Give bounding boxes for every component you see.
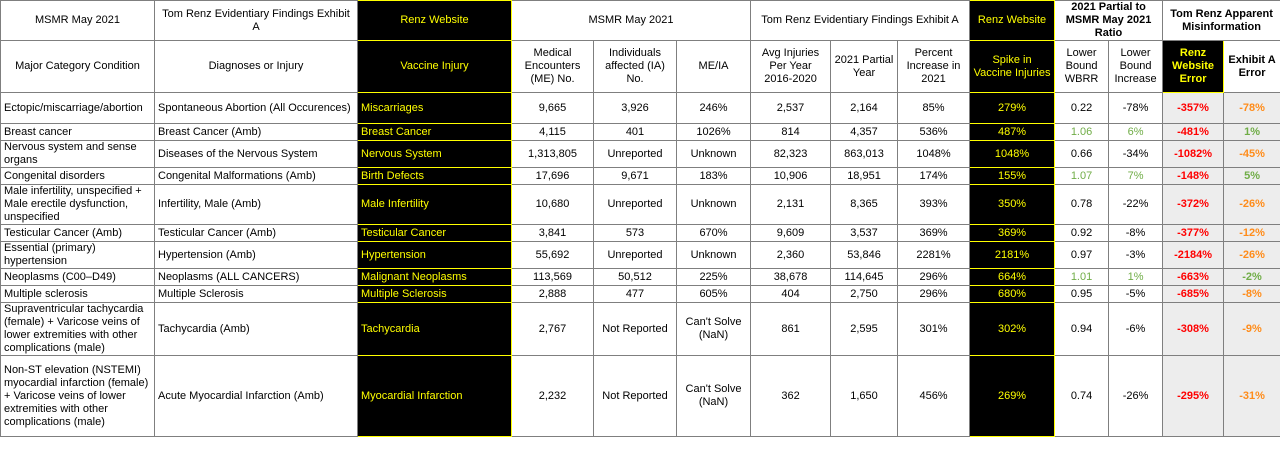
cell-vaccine-injury: Multiple Sclerosis xyxy=(358,286,512,303)
cell-exhibit-a-error: -9% xyxy=(1224,303,1280,356)
cell-2021-partial: 18,951 xyxy=(831,168,898,185)
cell-lower-bound-wbrr: 0.97 xyxy=(1055,242,1109,269)
cell-avg-injuries: 38,678 xyxy=(751,269,831,286)
cell-lower-bound-increase: -3% xyxy=(1109,242,1163,269)
cell-spike: 487% xyxy=(970,124,1055,141)
cell-lower-bound-wbrr: 0.74 xyxy=(1055,356,1109,437)
cell-2021-partial: 114,645 xyxy=(831,269,898,286)
cell-avg-injuries: 814 xyxy=(751,124,831,141)
cell-individuals-affected: 573 xyxy=(594,225,677,242)
cell-vaccine-injury: Myocardial Infarction xyxy=(358,356,512,437)
cell-individuals-affected: 50,512 xyxy=(594,269,677,286)
cell-me-ia: Unknown xyxy=(677,242,751,269)
cell-lower-bound-wbrr: 1.07 xyxy=(1055,168,1109,185)
cell-avg-injuries: 861 xyxy=(751,303,831,356)
cell-diagnoses: Hypertension (Amb) xyxy=(155,242,358,269)
cell-renz-website-error: -481% xyxy=(1163,124,1224,141)
table-row xyxy=(1,242,1280,269)
table-row xyxy=(1,124,1280,141)
cell-lower-bound-wbrr: 0.94 xyxy=(1055,303,1109,356)
table-row xyxy=(1,93,1280,124)
table-row xyxy=(1,286,1280,303)
cell-individuals-affected: Not Reported xyxy=(594,356,677,437)
cell-major-category: Non-ST elevation (NSTEMI) myocardial infarction (female) + Varicose veins of lower extremities with other complications (male) xyxy=(1,356,155,437)
cell-vaccine-injury: Birth Defects xyxy=(358,168,512,185)
cell-diagnoses: Neoplasms (ALL CANCERS) xyxy=(155,269,358,286)
cell-avg-injuries: 2,537 xyxy=(751,93,831,124)
table-row xyxy=(1,303,1280,356)
header-renz-website-1: Renz Website xyxy=(358,1,512,41)
cell-vaccine-injury: Testicular Cancer xyxy=(358,225,512,242)
cell-renz-website-error: -685% xyxy=(1163,286,1224,303)
cell-medical-encounters: 2,767 xyxy=(512,303,594,356)
col-avg-injuries: Avg Injuries Per Year 2016-2020 xyxy=(751,41,831,93)
cell-pct-increase: 296% xyxy=(898,286,970,303)
cell-lower-bound-wbrr: 0.95 xyxy=(1055,286,1109,303)
cell-medical-encounters: 55,692 xyxy=(512,242,594,269)
cell-exhibit-a-error: 5% xyxy=(1224,168,1280,185)
cell-pct-increase: 296% xyxy=(898,269,970,286)
cell-major-category: Essential (primary) hypertension xyxy=(1,242,155,269)
cell-spike: 664% xyxy=(970,269,1055,286)
cell-2021-partial: 2,595 xyxy=(831,303,898,356)
table-row xyxy=(1,141,1280,168)
col-spike: Spike in Vaccine Injuries xyxy=(970,41,1055,93)
cell-individuals-affected: 9,671 xyxy=(594,168,677,185)
cell-renz-website-error: -372% xyxy=(1163,185,1224,225)
cell-renz-website-error: -1082% xyxy=(1163,141,1224,168)
cell-lower-bound-increase: -5% xyxy=(1109,286,1163,303)
cell-lower-bound-wbrr: 1.01 xyxy=(1055,269,1109,286)
cell-spike: 269% xyxy=(970,356,1055,437)
table-row xyxy=(1,168,1280,185)
cell-major-category: Testicular Cancer (Amb) xyxy=(1,225,155,242)
header-renz-findings-2: Tom Renz Evidentiary Findings Exhibit A xyxy=(751,1,970,41)
cell-vaccine-injury: Miscarriages xyxy=(358,93,512,124)
cell-2021-partial: 2,164 xyxy=(831,93,898,124)
cell-exhibit-a-error: 1% xyxy=(1224,124,1280,141)
cell-exhibit-a-error: -78% xyxy=(1224,93,1280,124)
cell-me-ia: Unknown xyxy=(677,185,751,225)
cell-lower-bound-increase: -6% xyxy=(1109,303,1163,356)
header-renz-findings-1: Tom Renz Evidentiary Findings Exhibit A xyxy=(155,1,358,41)
cell-renz-website-error: -663% xyxy=(1163,269,1224,286)
cell-me-ia: 183% xyxy=(677,168,751,185)
col-renz-website-error: Renz Website Error xyxy=(1163,41,1224,93)
cell-renz-website-error: -295% xyxy=(1163,356,1224,437)
cell-spike: 369% xyxy=(970,225,1055,242)
cell-me-ia: Unknown xyxy=(677,141,751,168)
cell-renz-website-error: -2184% xyxy=(1163,242,1224,269)
cell-diagnoses: Spontaneous Abortion (All Occurences) xyxy=(155,93,358,124)
column-header-row xyxy=(1,41,1280,93)
cell-vaccine-injury: Malignant Neoplasms xyxy=(358,269,512,286)
col-lower-bound-increase: Lower Bound Increase xyxy=(1109,41,1163,93)
cell-spike: 279% xyxy=(970,93,1055,124)
cell-individuals-affected: 477 xyxy=(594,286,677,303)
cell-diagnoses: Breast Cancer (Amb) xyxy=(155,124,358,141)
cell-individuals-affected: Not Reported xyxy=(594,303,677,356)
cell-lower-bound-wbrr: 0.92 xyxy=(1055,225,1109,242)
cell-me-ia: 246% xyxy=(677,93,751,124)
cell-major-category: Supraventricular tachycardia (female) + Varicose veins of lower extremities with other complications (male) xyxy=(1,303,155,356)
cell-2021-partial: 53,846 xyxy=(831,242,898,269)
cell-2021-partial: 8,365 xyxy=(831,185,898,225)
cell-2021-partial: 3,537 xyxy=(831,225,898,242)
cell-diagnoses: Testicular Cancer (Amb) xyxy=(155,225,358,242)
col-pct-increase: Percent Increase in 2021 xyxy=(898,41,970,93)
cell-lower-bound-wbrr: 1.06 xyxy=(1055,124,1109,141)
cell-avg-injuries: 82,323 xyxy=(751,141,831,168)
header-msmr-1: MSMR May 2021 xyxy=(1,1,155,41)
cell-pct-increase: 2281% xyxy=(898,242,970,269)
cell-spike: 350% xyxy=(970,185,1055,225)
cell-pct-increase: 174% xyxy=(898,168,970,185)
cell-individuals-affected: Unreported xyxy=(594,141,677,168)
cell-pct-increase: 1048% xyxy=(898,141,970,168)
cell-individuals-affected: 401 xyxy=(594,124,677,141)
cell-medical-encounters: 10,680 xyxy=(512,185,594,225)
cell-medical-encounters: 113,569 xyxy=(512,269,594,286)
cell-vaccine-injury: Tachycardia xyxy=(358,303,512,356)
cell-medical-encounters: 2,888 xyxy=(512,286,594,303)
cell-vaccine-injury: Male Infertility xyxy=(358,185,512,225)
cell-lower-bound-wbrr: 0.66 xyxy=(1055,141,1109,168)
cell-lower-bound-increase: 6% xyxy=(1109,124,1163,141)
cell-major-category: Multiple sclerosis xyxy=(1,286,155,303)
cell-major-category: Breast cancer xyxy=(1,124,155,141)
cell-vaccine-injury: Nervous System xyxy=(358,141,512,168)
cell-medical-encounters: 3,841 xyxy=(512,225,594,242)
cell-medical-encounters: 1,313,805 xyxy=(512,141,594,168)
cell-2021-partial: 863,013 xyxy=(831,141,898,168)
cell-pct-increase: 85% xyxy=(898,93,970,124)
cell-pct-increase: 456% xyxy=(898,356,970,437)
cell-exhibit-a-error: -12% xyxy=(1224,225,1280,242)
cell-major-category: Ectopic/miscarriage/abortion xyxy=(1,93,155,124)
col-lower-bound-wbrr: Lower Bound WBRR xyxy=(1055,41,1109,93)
table-row xyxy=(1,185,1280,225)
cell-renz-website-error: -148% xyxy=(1163,168,1224,185)
cell-me-ia: Can't Solve (NaN) xyxy=(677,303,751,356)
table-row xyxy=(1,356,1280,437)
cell-lower-bound-increase: 7% xyxy=(1109,168,1163,185)
cell-exhibit-a-error: -31% xyxy=(1224,356,1280,437)
cell-spike: 1048% xyxy=(970,141,1055,168)
cell-me-ia: 1026% xyxy=(677,124,751,141)
cell-2021-partial: 1,650 xyxy=(831,356,898,437)
top-header-row xyxy=(1,1,1280,41)
cell-pct-increase: 393% xyxy=(898,185,970,225)
cell-avg-injuries: 2,360 xyxy=(751,242,831,269)
cell-major-category: Neoplasms (C00–D49) xyxy=(1,269,155,286)
cell-lower-bound-increase: -26% xyxy=(1109,356,1163,437)
cell-individuals-affected: Unreported xyxy=(594,185,677,225)
cell-avg-injuries: 362 xyxy=(751,356,831,437)
cell-medical-encounters: 9,665 xyxy=(512,93,594,124)
cell-diagnoses: Diseases of the Nervous System xyxy=(155,141,358,168)
cell-renz-website-error: -308% xyxy=(1163,303,1224,356)
cell-medical-encounters: 4,115 xyxy=(512,124,594,141)
cell-me-ia: 225% xyxy=(677,269,751,286)
cell-individuals-affected: Unreported xyxy=(594,242,677,269)
cell-pct-increase: 369% xyxy=(898,225,970,242)
cell-spike: 2181% xyxy=(970,242,1055,269)
col-medical-encounters: Medical Encounters (ME) No. xyxy=(512,41,594,93)
cell-exhibit-a-error: -2% xyxy=(1224,269,1280,286)
cell-2021-partial: 2,750 xyxy=(831,286,898,303)
cell-exhibit-a-error: -45% xyxy=(1224,141,1280,168)
cell-avg-injuries: 404 xyxy=(751,286,831,303)
col-exhibit-a-error: Exhibit A Error xyxy=(1224,41,1280,93)
cell-exhibit-a-error: -26% xyxy=(1224,242,1280,269)
cell-medical-encounters: 2,232 xyxy=(512,356,594,437)
cell-me-ia: 670% xyxy=(677,225,751,242)
cell-avg-injuries: 10,906 xyxy=(751,168,831,185)
cell-renz-website-error: -377% xyxy=(1163,225,1224,242)
col-2021-partial: 2021 Partial Year xyxy=(831,41,898,93)
cell-medical-encounters: 17,696 xyxy=(512,168,594,185)
cell-major-category: Male infertility, unspecified + Male erectile dysfunction, unspecified xyxy=(1,185,155,225)
cell-diagnoses: Multiple Sclerosis xyxy=(155,286,358,303)
cell-lower-bound-wbrr: 0.78 xyxy=(1055,185,1109,225)
header-misinformation: Tom Renz Apparent Misinformation xyxy=(1163,1,1280,41)
header-ratio: 2021 Partial to MSMR May 2021 Ratio xyxy=(1055,1,1163,41)
cell-major-category: Nervous system and sense organs xyxy=(1,141,155,168)
cell-lower-bound-increase: -34% xyxy=(1109,141,1163,168)
cell-lower-bound-increase: -78% xyxy=(1109,93,1163,124)
cell-diagnoses: Acute Myocardial Infarction (Amb) xyxy=(155,356,358,437)
col-me-ia: ME/IA xyxy=(677,41,751,93)
cell-pct-increase: 536% xyxy=(898,124,970,141)
cell-diagnoses: Congenital Malformations (Amb) xyxy=(155,168,358,185)
cell-diagnoses: Tachycardia (Amb) xyxy=(155,303,358,356)
cell-lower-bound-wbrr: 0.22 xyxy=(1055,93,1109,124)
cell-exhibit-a-error: -26% xyxy=(1224,185,1280,225)
col-major-category: Major Category Condition xyxy=(1,41,155,93)
cell-me-ia: Can't Solve (NaN) xyxy=(677,356,751,437)
cell-vaccine-injury: Hypertension xyxy=(358,242,512,269)
cell-avg-injuries: 9,609 xyxy=(751,225,831,242)
table-row xyxy=(1,269,1280,286)
cell-spike: 155% xyxy=(970,168,1055,185)
table-row xyxy=(1,225,1280,242)
cell-avg-injuries: 2,131 xyxy=(751,185,831,225)
cell-spike: 680% xyxy=(970,286,1055,303)
cell-individuals-affected: 3,926 xyxy=(594,93,677,124)
cell-vaccine-injury: Breast Cancer xyxy=(358,124,512,141)
col-individuals-affected: Individuals affected (IA) No. xyxy=(594,41,677,93)
col-diagnoses: Diagnoses or Injury xyxy=(155,41,358,93)
cell-lower-bound-increase: 1% xyxy=(1109,269,1163,286)
header-renz-website-2: Renz Website xyxy=(970,1,1055,41)
cell-lower-bound-increase: -22% xyxy=(1109,185,1163,225)
cell-2021-partial: 4,357 xyxy=(831,124,898,141)
cell-lower-bound-increase: -8% xyxy=(1109,225,1163,242)
cell-spike: 302% xyxy=(970,303,1055,356)
cell-diagnoses: Infertility, Male (Amb) xyxy=(155,185,358,225)
cell-exhibit-a-error: -8% xyxy=(1224,286,1280,303)
cell-pct-increase: 301% xyxy=(898,303,970,356)
col-vaccine-injury: Vaccine Injury xyxy=(358,41,512,93)
header-msmr-2: MSMR May 2021 xyxy=(512,1,751,41)
cell-major-category: Congenital disorders xyxy=(1,168,155,185)
cell-me-ia: 605% xyxy=(677,286,751,303)
cell-renz-website-error: -357% xyxy=(1163,93,1224,124)
